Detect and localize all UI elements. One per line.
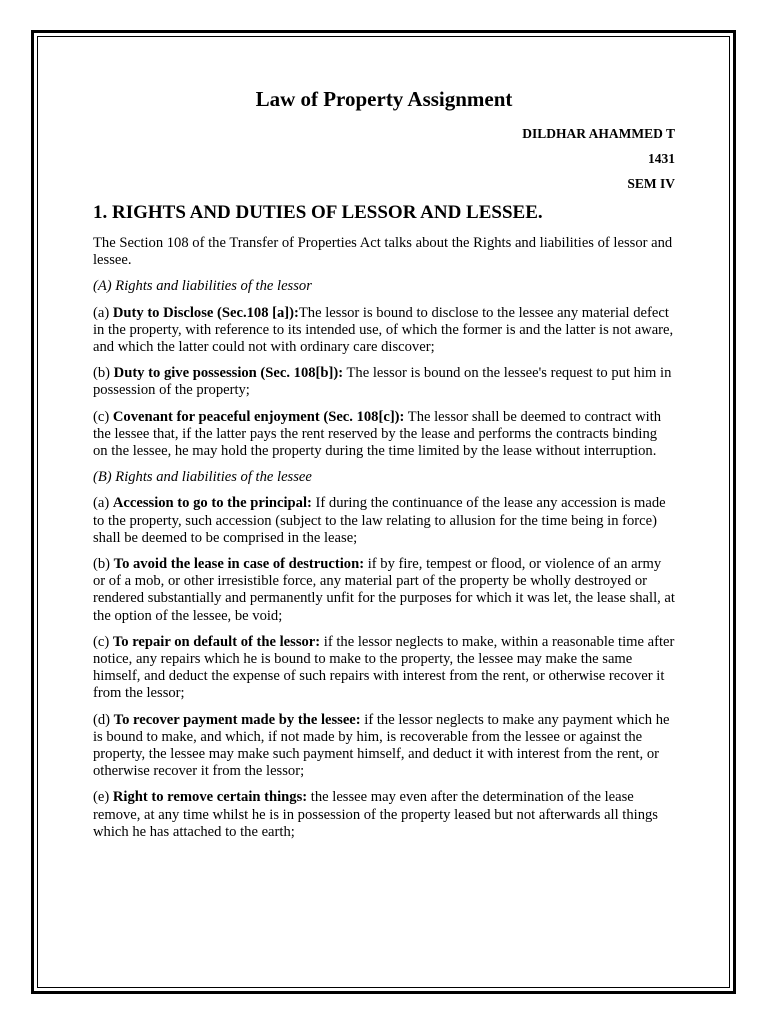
- clause-paragraph: [93, 634, 675, 703]
- clause-paragraph: [93, 305, 675, 357]
- clause-paragraph: [93, 789, 675, 841]
- clause-title: Covenant for peaceful enjoyment (Sec. 108[c]):: [112, 408, 405, 425]
- author-name: DILDHAR AHAMMED T: [522, 126, 675, 141]
- clause-prefix: (b): [93, 556, 114, 573]
- document-body: [93, 86, 675, 850]
- clause-text: The lessor is bound to disclose to the lessee any material defect in the property, with reference to its intended use, of which the former is and the latter is not aware, and which the latter could not with ordinary care discover;: [93, 304, 674, 356]
- semester: SEM IV: [627, 176, 675, 191]
- clause-paragraph: [93, 365, 675, 399]
- clause-title: To recover payment made by the lessee:: [113, 711, 361, 728]
- clause-text: The lessor is bound on the lessee's request to put him in possession of the property;: [93, 365, 672, 399]
- clause-title: To avoid the lease in case of destruction:: [113, 556, 365, 573]
- section-heading: 1. RIGHTS AND DUTIES OF LESSOR AND LESSEE.: [93, 202, 543, 223]
- clause-title: Duty to give possession (Sec. 108[b]):: [113, 365, 344, 382]
- clause-text: if by fire, tempest or flood, or violence of an army or of a mob, or other irresistible force, any material part of the property be wholly destroyed or rendered substantially and permanently unfit for the purposes for which it was let, the lease shall, at the option of the lessee, be void;: [93, 556, 675, 624]
- clause-paragraph: [93, 409, 675, 461]
- clause-title: To repair on default of the lessor:: [112, 633, 321, 650]
- clause-prefix: (b): [93, 365, 114, 382]
- clause-text: the lessee may even after the determination of the lease remove, at any time whilst he is in possession of the property leased but not afterwards all things which he has attached to the earth;: [93, 789, 658, 840]
- clause-prefix: (d): [93, 711, 114, 728]
- clause-prefix: (a): [93, 304, 113, 321]
- clause-title: Accession to go to the principal:: [112, 495, 312, 512]
- intro-paragraph: The Section 108 of the Transfer of Properties Act talks about the Rights and liabilities of lessor and lessee.: [93, 235, 673, 269]
- lessor-items-list: [93, 305, 675, 461]
- subsection-a-title: (A) Rights and liabilities of the lessor: [93, 278, 312, 295]
- lessee-items-list: [93, 495, 675, 841]
- clause-text: If during the continuance of the lease any accession is made to the property, such accession (subject to the law relating to allusion for the time being in force) shall be deemed to be comprised in the lease;: [93, 495, 666, 546]
- clause-paragraph: [93, 495, 675, 547]
- clause-prefix: (c): [93, 408, 113, 425]
- clause-paragraph: [93, 556, 675, 625]
- clause-text: if the lessor neglects to make any payment which he is bound to make, and which, if not made by him, is recoverable from the lessee or against the property, the lessee may make such payment himself, and deduct it with interest from the rent, or otherwise recover it from the lessor;: [93, 711, 670, 780]
- clause-prefix: (c): [93, 633, 113, 650]
- document-title: Law of Property Assignment: [255, 87, 513, 111]
- roll-number: 1431: [648, 151, 675, 166]
- clause-prefix: (e): [93, 789, 113, 806]
- clause-prefix: (a): [93, 495, 113, 512]
- clause-paragraph: [93, 712, 675, 781]
- clause-title: Duty to Disclose (Sec.108 [a]):: [112, 304, 299, 321]
- clause-text: The lessor shall be deemed to contract with the lessee that, if the latter pays the rent reserved by the lease and performs the contracts binding on the lessee, he may hold the property during the time limited by the lease without interruption.: [93, 408, 662, 460]
- clause-title: Right to remove certain things:: [112, 789, 308, 806]
- clause-text: if the lessor neglects to make, within a reasonable time after notice, any repairs which he is bound to make to the property, the lessee may make the same himself, and deduct the expense of such repairs with interest from the rent, or otherwise recover it from the lessor;: [93, 633, 675, 702]
- subsection-b-title: (B) Rights and liabilities of the lessee: [93, 469, 312, 486]
